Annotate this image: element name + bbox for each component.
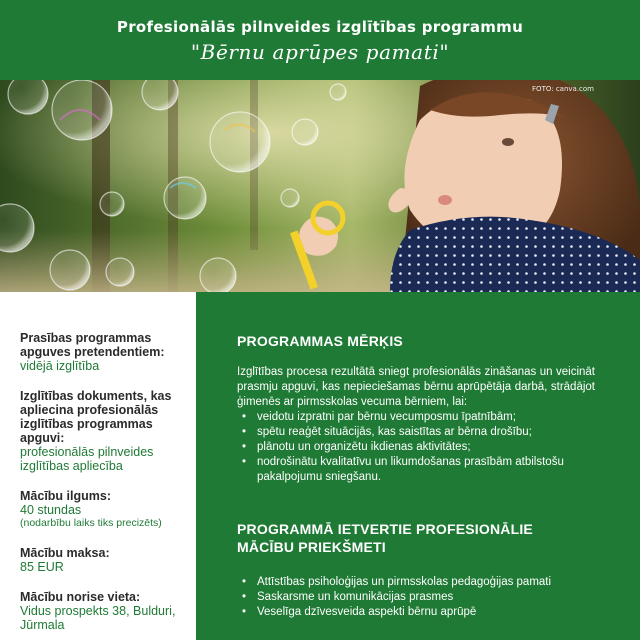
hero-photo [0,80,640,292]
subjects-heading: PROGRAMMĀ IETVERTIE PROFESIONĀLIE MĀCĪBU PRIEKŠMETI [237,521,533,555]
requirements-value: vidējā izglītība [20,359,100,373]
document-label: Izglītības dokuments, kas apliecina profesionālās izglītības programmas apguvi: [20,389,172,445]
bullet-icon: • [242,426,247,438]
bullet-icon: • [242,576,247,588]
goals-list [237,410,595,485]
bullet-icon: • [242,441,247,453]
bullet-icon: • [242,606,247,618]
header-title-line1: Profesionālās pilnveides izglītības programmu [116,18,524,36]
info-location [20,590,192,632]
requirements-label: Prasības programmas apguves pretendentiem: [20,331,165,359]
info-requirements [20,331,192,373]
list-item: • nodrošinātu kvalitatīvu un likumdošanas prasībām atbilstošu pakalpojumu sniegšanu. [242,456,564,483]
list-item: • spētu reaģēt situācijās, kas saistītas ar bērna drošību; [242,426,532,438]
subjects-list [237,575,595,620]
program-details-panel [196,292,640,640]
list-item: • plānotu un organizētu ikdienas aktivitātes; [242,441,471,453]
list-item: • Saskarsme un komunikācijas prasmes [242,591,454,603]
duration-note: (nodarbību laiks tiks precizēts) [20,517,162,529]
document-value: profesionālās pilnveides izglītības apliecība [20,445,154,473]
duration-label: Mācību ilgums: [20,489,111,503]
bullet-icon: • [242,591,247,603]
fee-label: Mācību maksa: [20,546,110,560]
duration-value: 40 stundas [20,503,82,517]
info-fee [20,546,192,574]
goals-intro: Izglītības procesa rezultātā sniegt profesionālās zināšanas un veicināt prasmju apguvi, kas nepieciešamas bērnu aprūpētāja darbā, strādājot ģimenēs ar pirmsskolas vecuma bērniem, lai: [237,366,595,408]
info-document [20,389,192,473]
location-value: Vidus prospekts 38, Bulduri, Jūrmala [20,604,176,632]
header-program-name: "Bērnu aprūpes pamati" [190,40,450,64]
info-sidebar [0,292,196,640]
bullet-icon: • [242,411,247,423]
fee-value: 85 EUR [20,560,64,574]
location-label: Mācību norise vieta: [20,590,141,604]
photo-credit: FOTO: canva.com [532,85,594,93]
list-item: • veidotu izpratni par bērnu vecumposmu īpatnībām; [242,411,516,423]
goals-heading: PROGRAMMAS MĒRĶIS [237,333,403,349]
header-banner [0,0,640,80]
bullet-icon: • [242,456,247,468]
list-item: • Veselīga dzīvesveida aspekti bērnu aprūpē [242,606,477,618]
info-duration [20,489,192,530]
list-item: • Attīstības psiholoģijas un pirmsskolas pedagoģijas pamati [242,576,552,588]
